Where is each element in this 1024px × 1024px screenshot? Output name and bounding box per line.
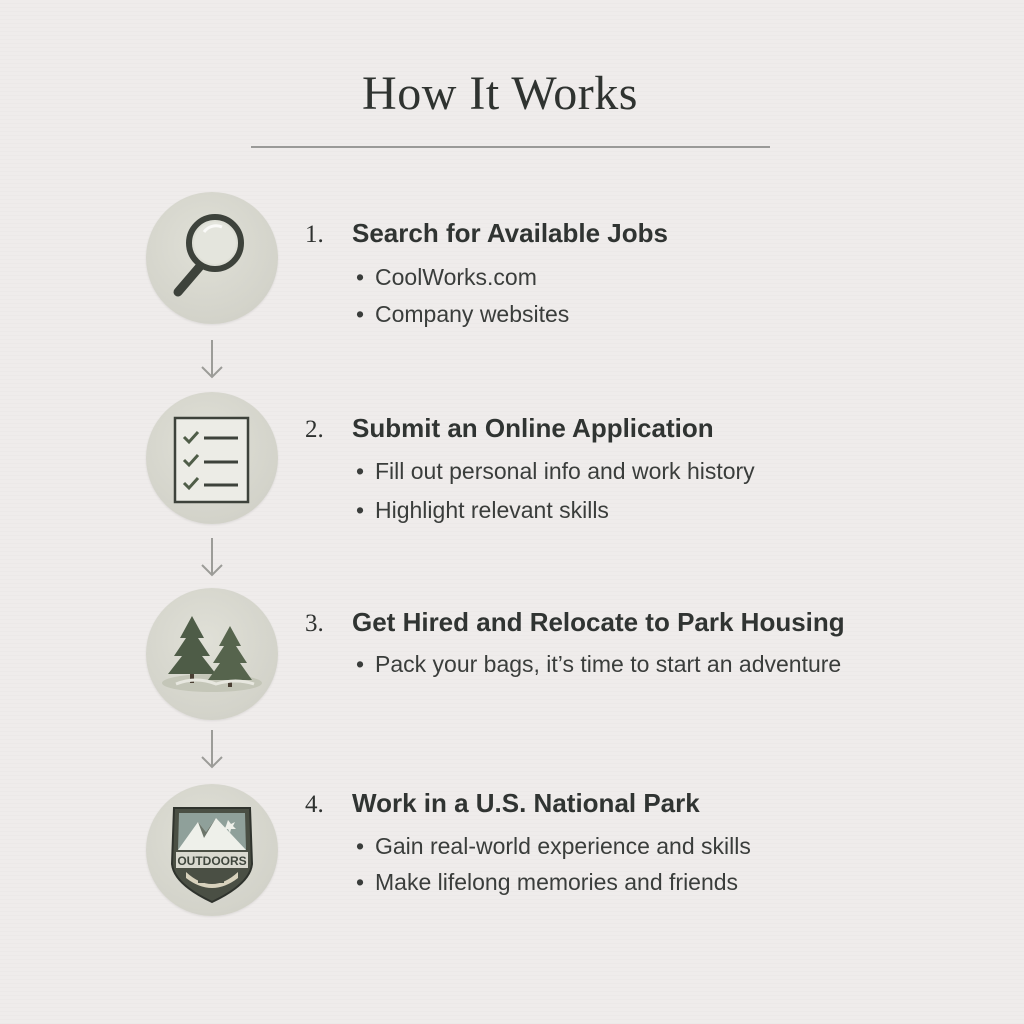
step-2-title: Submit an Online Application (352, 413, 714, 443)
bullet-text: Fill out personal info and work history (375, 458, 755, 484)
bullet-text: CoolWorks.com (375, 264, 537, 290)
arrow-down-icon (198, 728, 226, 772)
step-4-number: 4. (305, 791, 324, 818)
step-arrow-1 (198, 338, 226, 382)
bullet-dot: • (356, 458, 365, 484)
page-title: How It Works (362, 67, 638, 120)
bullet-text: Make lifelong memories and friends (375, 869, 739, 895)
step-4-bullet-1 (356, 833, 751, 860)
bullet-dot: • (356, 497, 365, 523)
bullet-text: Highlight relevant skills (375, 497, 609, 523)
pine-trees-icon (146, 588, 278, 720)
step-1-title: Search for Available Jobs (352, 218, 668, 248)
step-2-number: 2. (305, 416, 324, 443)
arrow-down-icon (198, 338, 226, 382)
step-arrow-3 (198, 728, 226, 772)
step-2-bullet-2 (356, 497, 609, 524)
step-1-icon-circle (146, 192, 278, 324)
checklist-icon (146, 392, 278, 524)
title-divider (251, 146, 770, 148)
bullet-dot: • (356, 264, 365, 290)
bullet-dot: • (356, 301, 365, 327)
bullet-dot: • (356, 651, 365, 677)
badge-text: OUTDOORS (177, 854, 247, 868)
step-1-bullet-1 (356, 264, 537, 291)
step-1-bullet-2 (356, 301, 569, 328)
step-4-title: Work in a U.S. National Park (352, 788, 700, 818)
outdoors-badge-icon (146, 784, 278, 916)
step-3-title: Get Hired and Relocate to Park Housing (352, 607, 845, 637)
step-3-icon-circle (146, 588, 278, 720)
bullet-dot: • (356, 869, 365, 895)
step-2-icon-circle (146, 392, 278, 524)
step-4-icon-circle (146, 784, 278, 916)
bullet-text: Company websites (375, 301, 570, 327)
bullet-dot: • (356, 833, 365, 859)
step-2-bullet-1 (356, 458, 755, 485)
step-4-bullet-2 (356, 869, 738, 896)
step-3-number: 3. (305, 610, 324, 637)
step-arrow-2 (198, 536, 226, 580)
arrow-down-icon (198, 536, 226, 580)
step-3-bullet-1 (356, 651, 841, 678)
step-1-number: 1. (305, 221, 324, 248)
magnifying-glass-icon (146, 192, 278, 324)
bullet-text: Gain real-world experience and skills (375, 833, 751, 859)
bullet-text: Pack your bags, it’s time to start an adventure (375, 651, 842, 677)
